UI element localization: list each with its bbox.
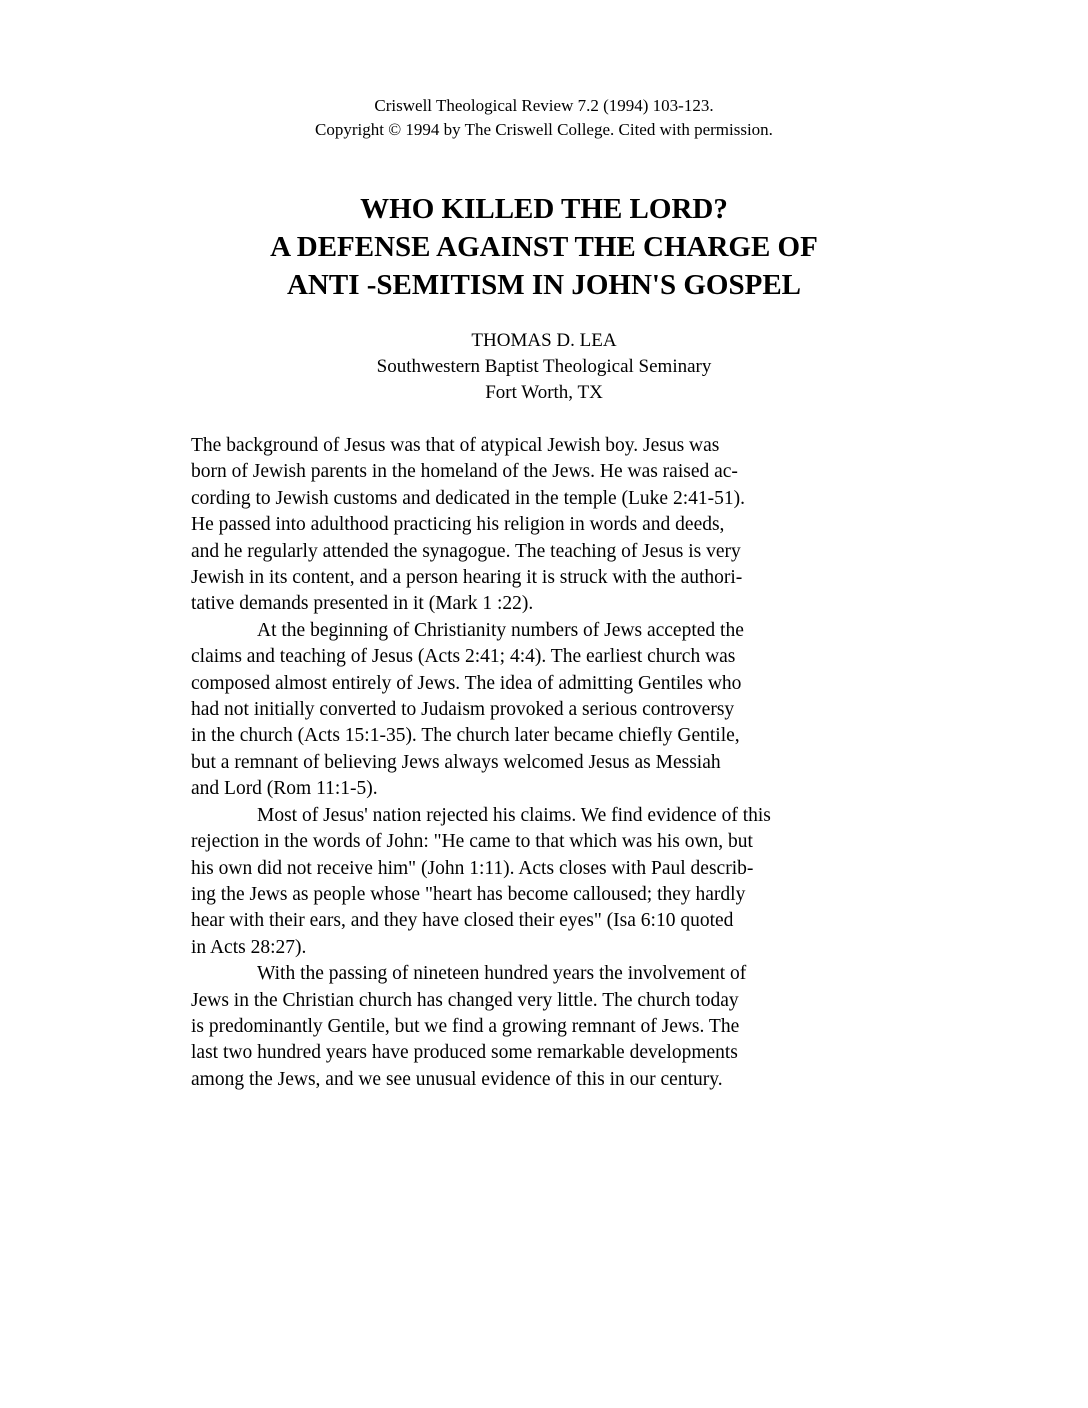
body-line: With the passing of nineteen hundred years the involvement of [257, 963, 747, 985]
journal-header [0, 94, 1088, 142]
body-line: among the Jews, and we see unusual evidence of this in our century. [191, 1068, 723, 1090]
body-line: He passed into adulthood practicing his religion in words and deeds, [191, 514, 725, 536]
body-line: rejection in the words of John: "He came to that which was his own, but [191, 831, 753, 853]
body-line: Most of Jesus' nation rejected his claims. We find evidence of this [257, 804, 771, 826]
body-line: but a remnant of believing Jews always welcomed Jesus as Messiah [191, 751, 721, 773]
body-line: Jewish in its content, and a person hearing it is struck with the authori- [191, 567, 743, 589]
title-line-3: ANTI -SEMITISM IN JOHN'S GOSPEL [286, 269, 802, 301]
paragraph-2 [191, 618, 881, 803]
body-line: born of Jewish parents in the homeland of the Jews. He was raised ac- [191, 461, 738, 483]
citation-line: Criswell Theological Review 7.2 (1994) 103-123. [374, 96, 714, 115]
article-title [0, 190, 1088, 304]
body-line: The background of Jesus was that of atypical Jewish boy. Jesus was [191, 435, 720, 456]
body-line: claims and teaching of Jesus (Acts 2:41; 4:4). The earliest church was [191, 646, 736, 668]
body-line: Jews in the Christian church has changed very little. The church today [191, 989, 739, 1011]
body-line: composed almost entirely of Jews. The idea of admitting Gentiles who [191, 672, 742, 694]
article-body [191, 433, 881, 1093]
author-name: THOMAS D. LEA [471, 330, 617, 351]
author-location: Fort Worth, TX [485, 382, 603, 403]
body-line: is predominantly Gentile, but we find a growing remnant of Jews. The [191, 1015, 740, 1037]
author-block [0, 328, 1088, 406]
body-line: tative demands presented in it (Mark 1 :22). [191, 593, 534, 615]
paragraph-1 [191, 433, 881, 618]
body-line: hear with their ears, and they have closed their eyes" (Isa 6:10 quoted [191, 910, 734, 932]
body-line: cording to Jewish customs and dedicated in the temple (Luke 2:41-51). [191, 487, 745, 509]
title-line-1: WHO KILLED THE LORD? [360, 193, 728, 225]
paragraph-3 [191, 803, 881, 961]
body-line: ing the Jews as people whose "heart has become calloused; they hardly [191, 883, 746, 905]
body-line: in Acts 28:27). [191, 936, 307, 958]
paragraph-4 [191, 961, 881, 1093]
body-line: last two hundred years have produced some remarkable developments [191, 1042, 738, 1064]
body-line: and he regularly attended the synagogue. The teaching of Jesus is very [191, 540, 741, 562]
author-institution: Southwestern Baptist Theological Seminary [376, 356, 712, 377]
body-line: in the church (Acts 15:1-35). The church later became chiefly Gentile, [191, 725, 740, 747]
copyright-line: Copyright © 1994 by The Criswell College. Cited with permission. [315, 120, 773, 139]
body-line: had not initially converted to Judaism provoked a serious controversy [191, 699, 735, 721]
body-line: At the beginning of Christianity numbers of Jews accepted the [257, 619, 744, 641]
body-line: and Lord (Rom 11:1-5). [191, 778, 378, 800]
body-line: his own did not receive him" (John 1:11). Acts closes with Paul describ- [191, 857, 754, 879]
title-line-2: A DEFENSE AGAINST THE CHARGE OF [270, 231, 818, 263]
